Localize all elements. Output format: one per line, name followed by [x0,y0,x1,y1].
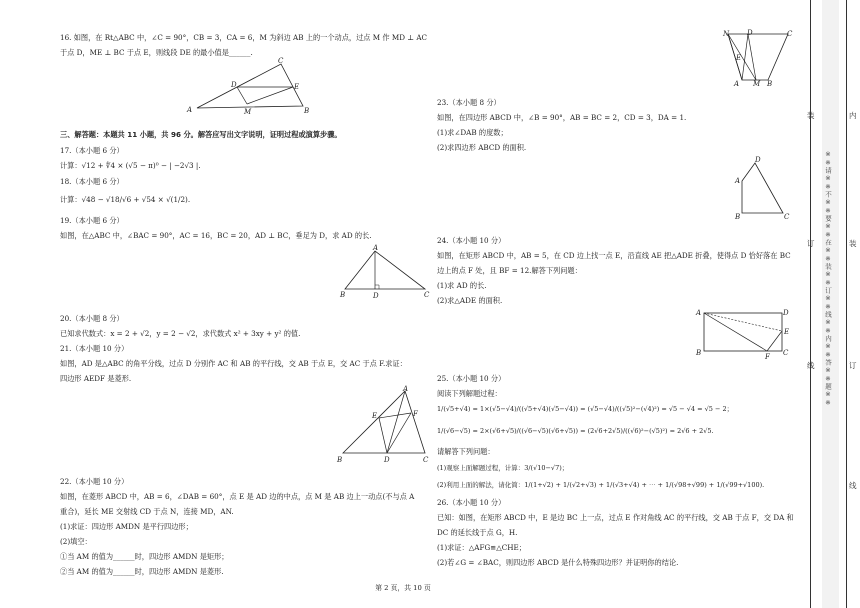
q16-label-c: C [278,57,284,65]
q19-head: 19.（本小题 6 分） [60,216,124,225]
q17-head: 17.（本小题 6 分） [60,146,124,155]
q24-label-e: E [784,328,790,336]
inner-word-2: 装 [849,239,857,248]
q19-label-c: C [424,291,430,299]
q22-line1: 如图，在菱形 ABCD 中，AB = 6，∠DAB = 60°，点 E 是 AD 边的中点，点 M 是 AB 边上一动点(不与点 A [60,492,415,501]
q23-q2: (2)求四边形 ABCD 的面积. [437,143,527,152]
q24-head: 24.（本小题 10 分） [437,236,506,245]
q22-label-b: B [767,80,773,88]
binding-dashed-line-outer [810,0,811,608]
q22-q2: (2)填空： [60,537,92,546]
q21-label-f: F [413,410,418,418]
q21-head: 21.（本小题 10 分） [60,344,129,353]
q16-line1: 16. 如图，在 Rt△ABC 中，∠C = 90°，CB = 3，CA = 6，M 为斜边 AB 上的一个动点，过点 M 作 MD ⊥ AC [60,33,428,42]
q22-q1: (1)求证：四边形 AMDN 是平行四边形； [60,522,193,531]
q22-label-c: C [787,30,793,38]
q23-q1: (1)求∠DAB 的度数； [437,128,508,137]
q21-label-b: B [337,456,343,464]
q19-label-a: A [373,244,379,252]
q25-example-2: 1/(√6−√5) = 2×(√6+√5)/((√6−√5)(√6+√5)) = (2√6+2√5)/((√6)²−(√5)²) = 2√6 + 2√5. [437,427,714,435]
q24-label-f: F [765,353,770,361]
q24-q2: (2)求△ADE 的面积. [437,296,503,305]
q22-label-a: A [734,80,740,88]
q21-label-e: E [372,412,378,420]
q22-label-m: M [753,80,761,88]
q22-label-e: E [736,54,742,62]
q24-label-a: A [696,309,702,317]
q21-label-d: D [384,456,390,464]
q25-example-1: 1/(√5+√4) = 1×(√5−√4)/((√5+√4)(√5−√4)) = (√5−√4)/((√5)²−(√4)²) = √5 − √4 = √5 − 2； [437,405,734,413]
q16-label-e: E [294,83,300,91]
q17-body: 计算：√12 + ∜4 × (√5 − π)⁰ − | −2√3 |. [60,161,201,170]
outer-word-1: 装 [807,111,815,120]
q20-head: 20.（本小题 8 分） [60,314,124,323]
q21-line2: 四边形 AEDF 是菱形. [60,374,132,383]
q19-label-d: D [373,292,379,300]
q22-figure [722,28,802,88]
q23-body: 如图，在四边形 ABCD 中，∠B = 90°，AB = BC = 2，CD = 3，DA = 1. [437,113,687,122]
q26-line1: 已知：如图，在矩形 ABCD 中，E 是边 BC 上一点，过点 E 作对角线 AC 的平行线，交 AB 于点 F，交 DA 和 [437,513,794,522]
q26-q2: (2)若∠G = ∠BAC，则四边形 ABCD 是什么特殊四边形？并证明你的结论. [437,558,679,567]
q23-head: 23.（本小题 8 分） [437,98,501,107]
q24-label-c: C [783,349,789,357]
q21-line1: 如图，AD 是△ABC 的角平分线，过点 D 分别作 AC 和 AB 的平行线，交 AB 于点 E，交 AC 于点 F.求证： [60,359,407,368]
q24-label-d: D [783,309,789,317]
q23-label-c: C [784,213,790,221]
q26-q1: (1)求证：△AFG≌△CHE； [437,543,526,552]
q22-label-n: N [723,30,730,38]
q23-label-b: B [735,213,741,221]
q25-q2: (2)利用上面的解法，请化简：1/(1+√2) + 1/(√2+√3) + 1/(√3+√4) + ⋯ + 1/(√98+√99) + 1/(√99+√100). [437,481,765,489]
q25-q1: (1)观察上面解题过程，计算：3/(√10−√7)； [437,464,569,472]
q23-figure [733,155,793,220]
q21-label-a: A [403,385,409,393]
q16-label-a: A [187,106,193,114]
q24-line2: 边上的点 F 处，且 BF = 12.解答下列问题： [437,266,582,275]
q16-label-b: B [304,107,310,115]
q18-body: 计算：√48 − √18/√6 + √54 × √(1/2). [60,195,191,204]
q21-label-c: C [423,456,429,464]
q22-q2a: ①当 AM 的值为______时，四边形 AMDN 是矩形； [60,552,229,561]
q23-label-d: D [755,156,761,164]
seal-notice: ※※请※※不※※要※※在※※装※※订※※线※※内※※答※※题※※ [824,150,832,407]
q24-q1: (1)求 AD 的长. [437,281,487,290]
q19-body: 如图，在△ABC 中，∠BAC = 90°，AC = 16，BC = 20，AD ⊥ BC，垂足为 D，求 AD 的长. [60,231,372,240]
q26-line2: DC 的延长线于点 G，H. [437,528,518,537]
q21-figure [335,385,435,465]
q26-head: 26.（本小题 10 分） [437,498,506,507]
binding-dashed-line-inner [846,0,847,608]
q22-line2: 重合)，延长 ME 交射线 CD 于点 N，连接 MD，AN. [60,507,234,516]
q25-ask: 请解答下列问题： [437,447,495,456]
q22-head: 22.（本小题 10 分） [60,477,129,486]
q16-label-d: D [231,81,237,89]
q22-label-d: D [747,29,753,37]
q19-figure [340,245,435,300]
outer-word-3: 线 [807,361,815,370]
q19-label-b: B [340,291,346,299]
q24-label-b: B [696,349,702,357]
q20-body: 已知求代数式：x = 2 + √2，y = 2 − √2，求代数式 x² + 3xy + y² 的值. [60,329,301,338]
inner-word-3: 订 [849,361,857,370]
q24-figure [693,305,798,360]
outer-word-2: 订 [807,239,815,248]
page-number: 第 2 页，共 10 页 [375,584,431,592]
inner-word-1: 内 [849,111,857,120]
q24-line1: 如图，在矩形 ABCD 中，AB = 5，在 CD 边上找一点 E，沿直线 AE 把△ADE 折叠，使得点 D 恰好落在 BC [437,251,791,260]
section-3-heading: 三、解答题：本题共 11 小题，共 96 分。解答应写出文字说明，证明过程或演算步骤。 [60,130,342,139]
q16-line2: 于点 D，ME ⊥ BC 于点 E，则线段 DE 的最小值是______. [60,48,253,57]
q23-label-a: A [735,177,741,185]
q25-head: 25.（本小题 10 分） [437,374,506,383]
q16-figure [185,57,315,116]
q16-label-m: M [244,108,252,116]
q25-intro: 阅读下列解题过程： [437,389,502,398]
q18-head: 18.（本小题 6 分） [60,177,124,186]
inner-word-4: 线 [849,481,857,490]
q22-q2b: ②当 AM 的值为______时，四边形 AMDN 是菱形. [60,567,224,576]
